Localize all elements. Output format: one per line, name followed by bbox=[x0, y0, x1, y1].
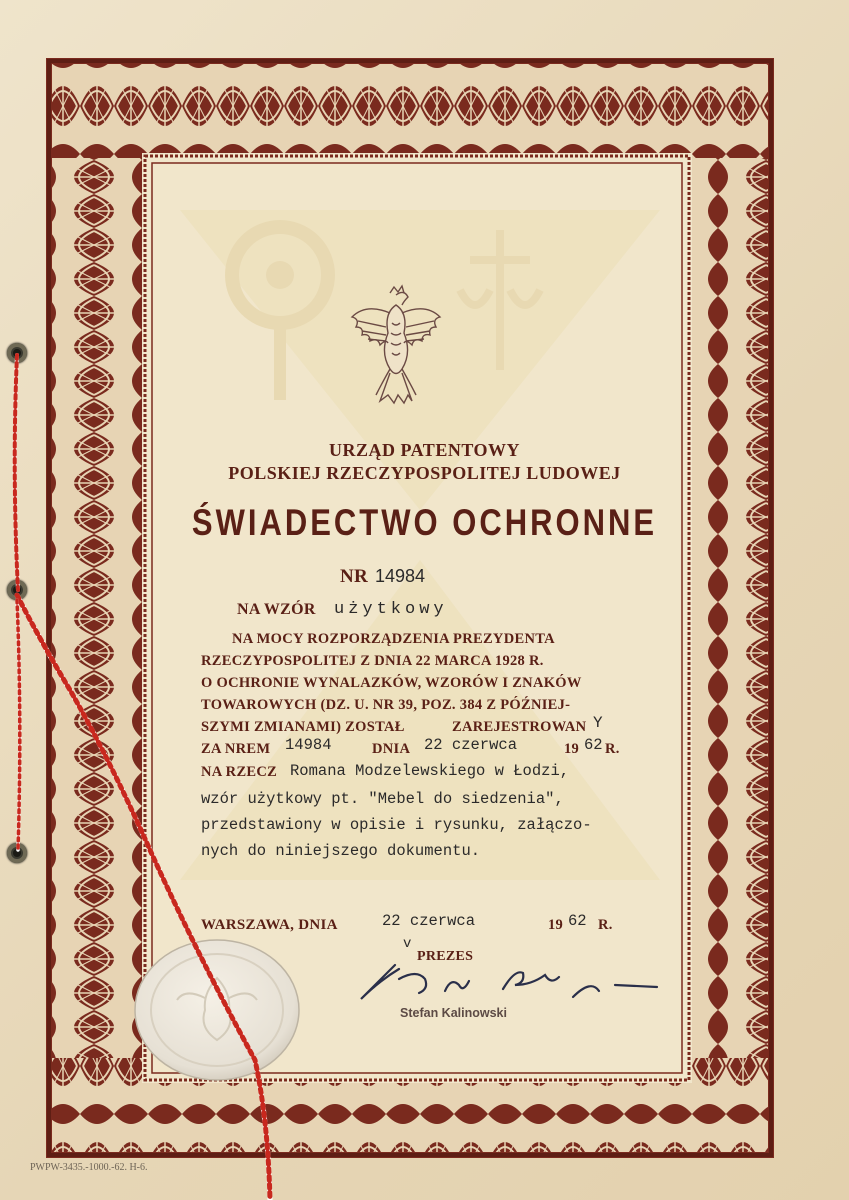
on-behalf-label: NA RZECZ bbox=[201, 764, 278, 780]
on-behalf-value: Romana Modzelewskiego w Łodzi, bbox=[290, 762, 570, 780]
binding-ring-top bbox=[7, 343, 27, 363]
body-line-1: NA MOCY ROZPORZĄDZENIA PREZYDENTA bbox=[232, 631, 555, 647]
eagle-emblem-icon bbox=[346, 283, 446, 408]
binding-ring-bottom bbox=[7, 843, 27, 863]
typed-line-2: przedstawiony w opisie i rysunku, załączo- bbox=[201, 816, 592, 834]
number-label: NR bbox=[340, 566, 369, 587]
body-line-4: TOWAROWYCH (DZ. U. NR 39, POZ. 384 Z PÓŹNIEJ- bbox=[201, 697, 571, 713]
embossed-seal bbox=[133, 938, 301, 1083]
typed-line-1: wzór użytkowy pt. "Mebel do siedzenia", bbox=[201, 790, 564, 808]
certificate-title: ŚWIADECTWO OCHRONNE bbox=[191, 501, 658, 544]
body-line-2: RZECZYPOSPOLITEJ Z DNIA 22 MARCA 1928 R. bbox=[201, 653, 544, 669]
dnia-label: DNIA bbox=[372, 741, 411, 757]
reg-year-prefix: 19 bbox=[564, 741, 580, 757]
place-year-prefix: 19 bbox=[548, 917, 564, 933]
office-name-line2: POLSKIEJ RZECZYPOSPOLITEJ LUDOWEJ bbox=[228, 463, 621, 483]
reg-year-suffix: R. bbox=[605, 741, 620, 757]
place-date-value: 22 czerwca bbox=[382, 912, 476, 930]
type-label: NA WZÓR bbox=[237, 601, 316, 618]
signature-stamp: Stefan Kalinowski bbox=[400, 1006, 507, 1020]
binding-ring-middle bbox=[7, 580, 27, 600]
place-label: WARSZAWA, DNIA bbox=[201, 917, 338, 933]
number-value: 14984 bbox=[375, 566, 426, 586]
office-name-line1: URZĄD PATENTOWY bbox=[328, 440, 520, 460]
reg-year-value: 62 bbox=[584, 736, 603, 754]
registered-suffix: Y bbox=[593, 714, 603, 732]
registered-word: ZAREJESTROWAN bbox=[452, 719, 587, 735]
nrem-label: ZA NREM bbox=[201, 741, 271, 757]
place-year-value: 62 bbox=[568, 912, 587, 930]
nrem-value: 14984 bbox=[285, 736, 332, 754]
body-line-3: O OCHRONIE WYNALAZKÓW, WZORÓW I ZNAKÓW bbox=[201, 675, 582, 691]
handwritten-signature bbox=[355, 955, 660, 1010]
place-year-suffix: R. bbox=[598, 917, 613, 933]
prezes-label: PREZES bbox=[417, 949, 474, 964]
type-value: użytkowy bbox=[334, 600, 448, 619]
body-line-5: SZYMI ZMIANAMI) ZOSTAŁ bbox=[201, 719, 405, 735]
prezes-check: v bbox=[403, 936, 412, 952]
typed-line-3: nych do niniejszego dokumentu. bbox=[201, 842, 481, 860]
printer-mark: PWPW-3435.-1000.-62. H-6. bbox=[30, 1162, 148, 1173]
reg-date-value: 22 czerwca bbox=[424, 736, 518, 754]
